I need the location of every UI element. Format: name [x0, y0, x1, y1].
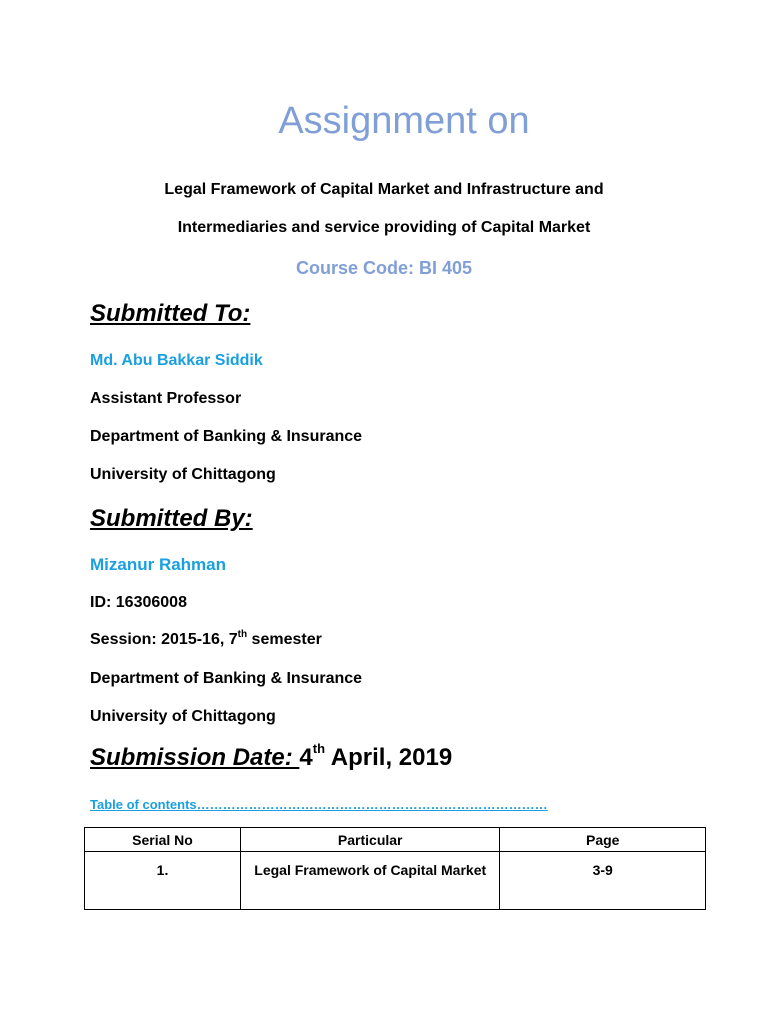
document-title: Assignment on	[278, 100, 530, 142]
submission-day: 4	[299, 744, 313, 771]
supervisor-university: University of Chittagong	[90, 466, 276, 483]
supervisor-department: Department of Banking & Insurance	[90, 428, 363, 445]
submission-day-superscript: th	[312, 741, 326, 756]
student-id: ID: 16306008	[90, 594, 187, 611]
table-of-contents-link[interactable]: Table of contents………………………………………………………………………	[90, 797, 548, 812]
toc-cell-page: 3-9	[500, 852, 706, 910]
table-of-contents	[84, 827, 706, 910]
toc-cell-particular: Legal Framework of Capital Market	[241, 852, 500, 910]
toc-header-page: Page	[500, 828, 706, 852]
course-code: Course Code: BI 405	[295, 258, 473, 278]
toc-header-serial: Serial No	[85, 828, 241, 852]
toc-header-particular: Particular	[241, 828, 500, 852]
student-name: Mizanur Rahman	[90, 555, 227, 574]
session-suffix: semester	[247, 631, 322, 648]
submission-month-year: April, 2019	[325, 744, 453, 771]
student-university: University of Chittagong	[90, 708, 276, 725]
session-superscript: th	[237, 629, 248, 640]
toc-cell-serial: 1.	[85, 852, 241, 910]
subtitle-line-1: Legal Framework of Capital Market and Infrastructure and	[164, 181, 604, 198]
subtitle-line-2: Intermediaries and service providing of Capital Market	[177, 219, 591, 236]
submission-date	[90, 741, 453, 772]
supervisor-title: Assistant Professor	[90, 390, 242, 407]
submitted-by-heading: Submitted By:	[90, 505, 253, 532]
submission-date-label: Submission Date:	[90, 744, 300, 771]
session-prefix: Session: 2015-16, 7	[90, 631, 238, 648]
supervisor-name: Md. Abu Bakkar Siddik	[90, 352, 263, 369]
toc-header-row	[85, 828, 706, 852]
submitted-to-heading: Submitted To:	[90, 300, 251, 327]
student-session	[90, 631, 322, 649]
student-department: Department of Banking & Insurance	[90, 670, 363, 687]
table-row	[85, 852, 706, 910]
